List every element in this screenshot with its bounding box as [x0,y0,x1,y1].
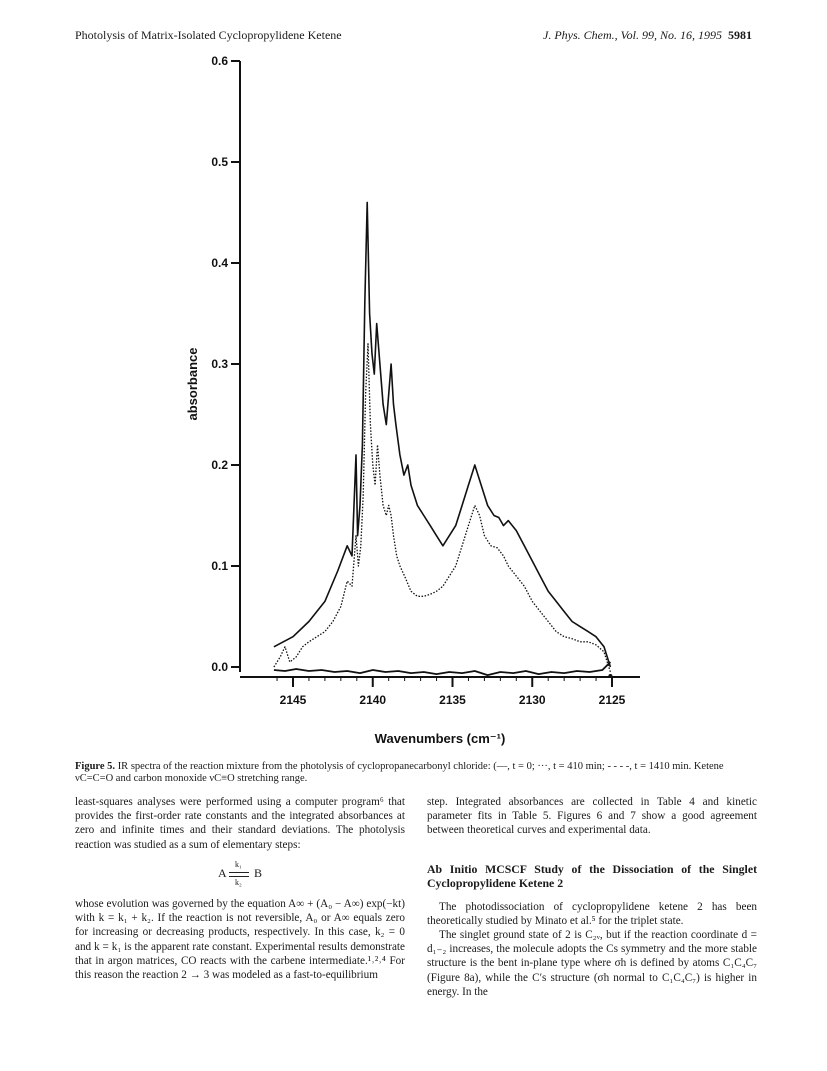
spectrum-series-solid-baseline [274,662,611,675]
product: B [254,865,263,880]
page-number: 5981 [728,28,752,42]
journal-citation [543,28,752,43]
y-tick-label: 0.3 [211,357,228,371]
y-tick-label: 0.1 [211,559,228,573]
rate-constant-reverse: k₂ [235,878,242,888]
paragraph: least-squares analyses were performed using a computer program⁶ that provides the first-order rate constants and the integrated absorbances at zero and infinite times and their standard deviations. The photolysis reaction was studied as a sum of elementary steps: [75,796,405,851]
ir-spectrum-chart [0,48,827,760]
figure-caption [75,761,755,785]
x-tick-label: 2125 [598,693,626,707]
figure-label: Figure 5. [75,761,116,772]
y-tick-label: 0.6 [211,54,228,68]
x-tick-label: 2140 [359,693,387,707]
figure-caption-text: IR spectra of the reaction mixture from the photolysis of cyclopropanecarbonyl chloride: (—, t = 0; ···, t = 410 min; - - - -, t = 1410 min. Ketene νC=C=O and carbon monoxide νC≡O stretching range. [75,761,724,784]
journal-reference: J. Phys. Chem., Vol. 99, No. 16, 1995 [543,28,722,42]
reaction-equation [75,860,405,888]
chart-series [274,202,613,678]
rate-constant-forward: k₁ [235,860,242,870]
y-tick-label: 0.2 [211,458,228,472]
x-tick-label: 2145 [279,693,307,707]
spectrum-series-dotted [274,344,611,672]
paragraph: whose evolution was governed by the equation A∞ + (A₀ − A∞) exp(−kt) with k = k₁ + k₂. If the reaction is not reversible, A₀ or A∞ equals zero for increasing or decreasing products, respectively. In this case, k₂ = 0 and k = k₁ is the apparent rate constant. Experimental results demonstrate that in argon matrices, CO reacts with the carbene intermediate.¹˒²˒⁴ For this reason the reaction 2 → 3 was modeled as a fast-to-equilibrium [75,898,405,982]
y-tick-label: 0.4 [211,256,228,270]
chart-labels [185,54,626,746]
series-end-marker [608,674,612,678]
paragraph: The singlet ground state of 2 is C₂ᵥ, but if the reaction coordinate d = d₁₋₂ increases, the molecule adopts the Cs symmetry and the more stable structure is the bent in-plane type where σh is defined by atoms C₁C₄C₇ (Figure 8a), while the C′s structure (σh normal to C₁C₄C₇) is higher in energy. In the [427,929,757,998]
paragraph: step. Integrated absorbances are collected in Table 4 and kinetic parameter fits in Table 5. Figures 6 and 7 show a good agreement between theoretical curves and experimental data. [427,796,757,837]
forward-arrow [229,872,249,873]
reactant: A [217,865,226,880]
x-tick-label: 2135 [439,693,466,707]
y-tick-label: 0.5 [211,155,228,169]
paragraph: The photodissociation of cyclopropylidene ketene 2 has been theoretically studied by Minato et al.⁵ for the triplet state. [427,900,757,927]
running-title: Photolysis of Matrix-Isolated Cyclopropylidene Ketene [75,28,342,42]
right-column [427,795,757,999]
section-heading: Ab Initio MCSCF Study of the Dissociation of the Singlet Cyclopropylidene Ketene 2 [427,861,757,890]
y-tick-label: 0.0 [211,660,228,674]
equilibrium-arrows [229,860,251,888]
x-tick-label: 2130 [518,693,546,707]
running-header [75,28,752,44]
left-column [75,795,405,982]
y-axis-title: absorbance [185,347,200,421]
chart-axes [231,61,640,687]
x-axis-title: Wavenumbers (cm⁻¹) [374,731,506,746]
spectrum-series-solid [274,202,611,667]
